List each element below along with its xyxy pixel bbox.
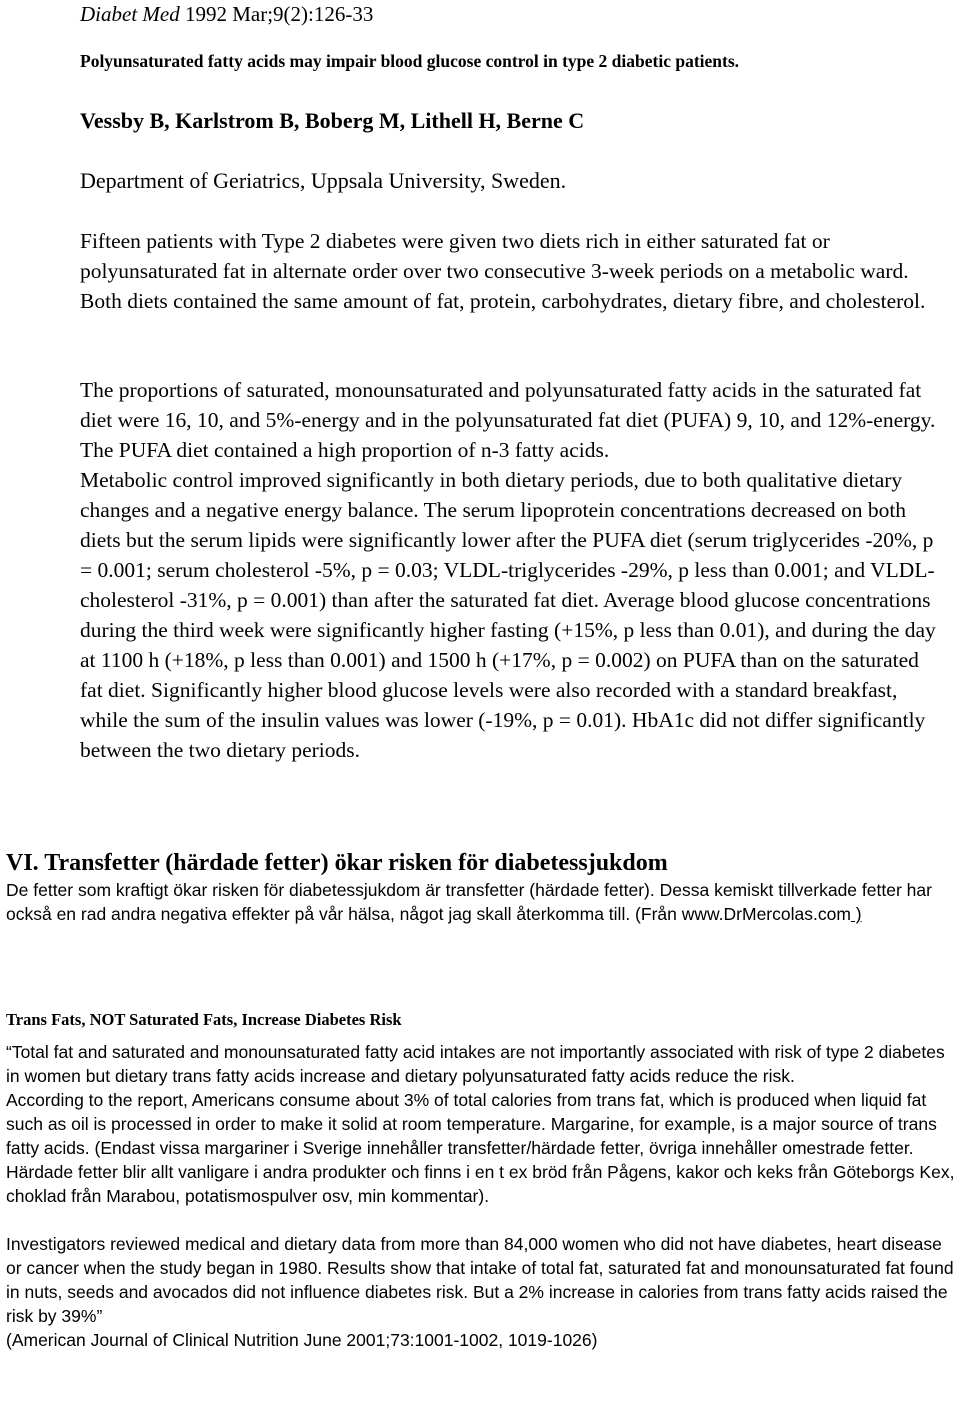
author-affiliation: Department of Geriatrics, Uppsala University, Sweden.	[80, 168, 567, 193]
abstract-paragraph-3: Metabolic control improved significantly in both dietary periods, due to both qualitative dietary changes and a negative energy balance. The serum lipoprotein concentrations decreased on both diets but the serum lipids were significantly lower after the PUFA diet (serum triglycerides -20%, p = 0.001; serum cholesterol -5%, p = 0.03; VLDL-triglycerides -29%, p less than 0.001; and VLDL-cholesterol -31%, p = 0.001) than after the saturated fat diet. Average blood glucose concentrations during the third week were significantly higher fasting (+15%, p less than 0.01), and during the day at 1100 h (+18%, p less than 0.001) and 1500 h (+17%, p = 0.002) on PUFA than on the saturated fat diet. Significantly higher blood glucose levels were also recorded with a standard breakfast, while the sum of the insulin values was lower (-19%, p = 0.01). HbA1c did not differ significantly between the two dietary periods.	[80, 468, 936, 762]
section-vi-body	[6, 878, 960, 926]
trans-fats-body	[6, 1040, 960, 1352]
paragraph-spacer	[6, 1208, 960, 1232]
trans-fats-source: (American Journal of Clinical Nutrition June 2001;73:1001-1002, 1019-1026)	[6, 1330, 598, 1350]
abstract-paragraph-2: The proportions of saturated, monounsaturated and polyunsaturated fatty acids in the saturated fat diet were 16, 10, and 5%-energy and in the polyunsaturated fat diet (PUFA) 9, 10, and 12%-energy. The PUFA diet contained a high proportion of n-3 fatty acids.	[80, 378, 936, 462]
citation-journal: Diabet Med	[80, 2, 180, 26]
abstract-continued	[80, 375, 940, 765]
section-vi-heading: VI. Transfetter (härdade fetter) ökar risken för diabetessjukdom	[6, 850, 668, 876]
article-authors: Vessby B, Karlstrom B, Boberg M, Lithell H, Berne C	[80, 108, 585, 133]
source-link[interactable]: )	[850, 904, 862, 924]
trans-fats-quote-paragraph-1: “Total fat and saturated and monounsaturated fatty acid intakes are not importantly associated with risk of type 2 diabetes in women but dietary trans fatty acids increase and dietary polyunsaturated fatty acids reduce the risk.	[6, 1042, 945, 1086]
trans-fats-heading: Trans Fats, NOT Saturated Fats, Increase Diabetes Risk	[6, 1010, 402, 1029]
trans-fats-quote-paragraph-3: Investigators reviewed medical and dietary data from more than 84,000 women who did not have diabetes, heart disease or cancer when the study began in 1980. Results show that intake of total fat, saturated fat and monounsaturated fat found in nuts, seeds and avocados did not influence diabetes risk. But a 2% increase in calories from trans fatty acids raised the risk by 39%”	[6, 1234, 954, 1326]
article-title: Polyunsaturated fatty acids may impair blood glucose control in type 2 diabetic patients.	[80, 51, 740, 71]
trans-fats-quote-paragraph-2: According to the report, Americans consume about 3% of total calories from trans fat, which is produced when liquid fat such as oil is processed in order to make it solid at room temperature. Margarine, for example, is a major source of trans fatty acids. (Endast vissa margariner i Sverige innehåller transfetter/härdade fetter, övriga innehåller omestrade fetter. Härdade fetter blir allt vanligare i andra produkter och finns i en t ex bröd från Pågens, kakor och keks från Göteborgs Kex, choklad från Marabou, potatismospulver osv, min kommentar).	[6, 1090, 955, 1206]
citation-details: 1992 Mar;9(2):126-33	[179, 2, 374, 26]
abstract-paragraph-1: Fifteen patients with Type 2 diabetes were given two diets rich in either saturated fat or polyunsaturated fat in alternate order over two consecutive 3-week periods on a metabolic ward. Both diets contained the same amount of fat, protein, carbohydrates, dietary fibre, and cholesterol.	[80, 229, 926, 313]
section-vi-text: De fetter som kraftigt ökar risken för diabetessjukdom är transfetter (härdade fetter). Dessa kemiskt tillverkade fetter har också en rad andra negativa effekter på vår hälsa, något jag skall återkomma till. (Från www.DrMercolas.com	[6, 880, 932, 924]
citation	[80, 0, 373, 28]
